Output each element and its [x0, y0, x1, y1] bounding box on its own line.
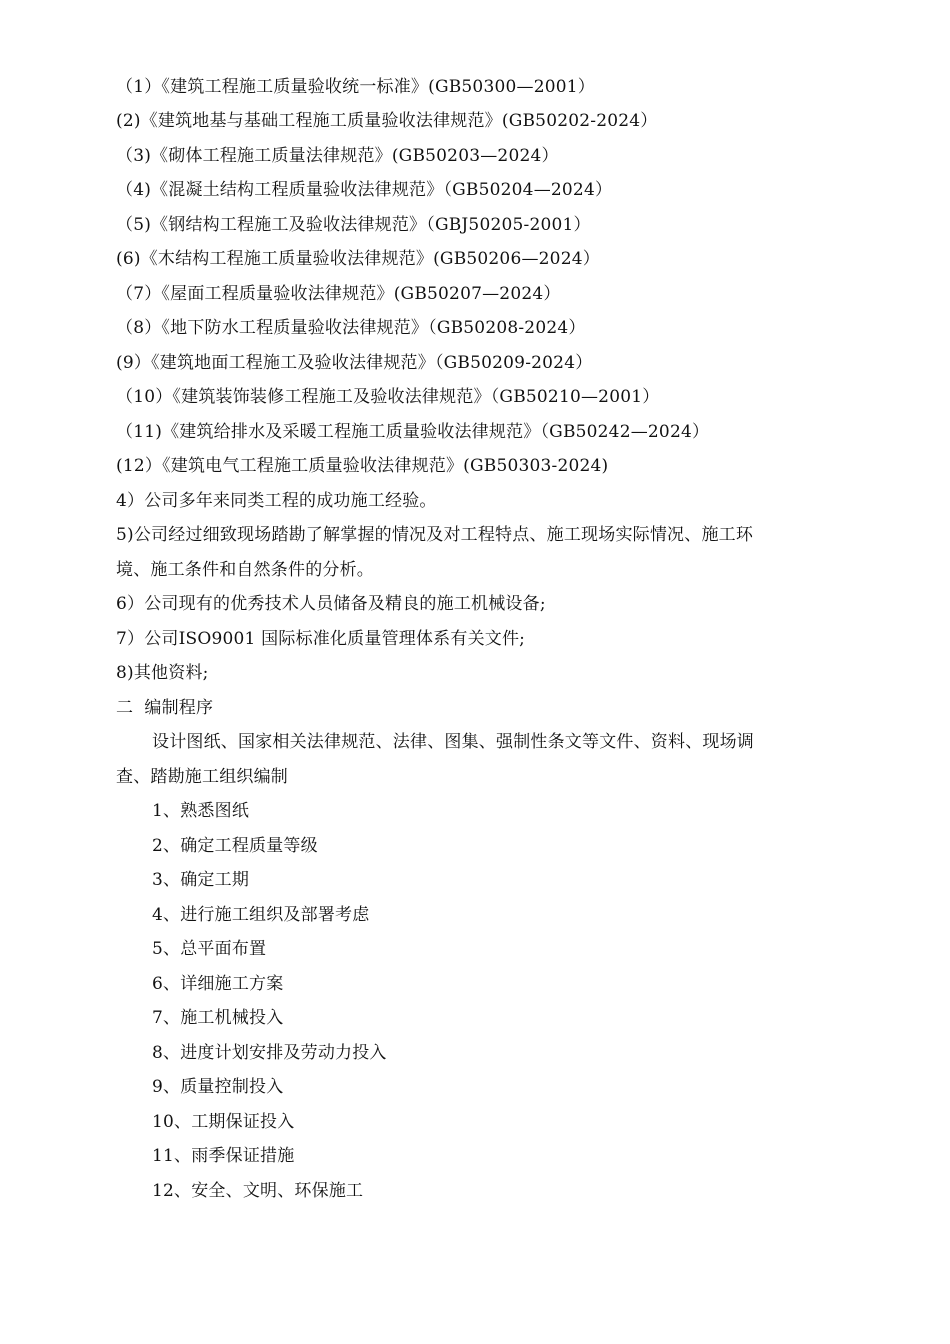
step-item-3: 3、确定工期 — [152, 870, 250, 890]
standard-item-3: （3)《砌体工程施工质量法律规范》(GB50203—2024） — [116, 146, 559, 166]
standard-item-5: （5)《钢结构工程施工及验收法律规范》（GBJ50205-2001） — [116, 215, 591, 235]
step-item-4: 4、进行施工组织及部署考虑 — [152, 905, 370, 925]
step-item-5: 5、总平面布置 — [152, 939, 267, 959]
step-item-9: 9、质量控制投入 — [152, 1077, 284, 1097]
section-intro-line-2: 查、踏勘施工组织编制 — [116, 767, 288, 787]
step-item-1: 1、熟悉图纸 — [152, 801, 250, 821]
step-item-10: 10、工期保证投入 — [152, 1112, 295, 1132]
standard-item-7: （7）《屋面工程质量验收法律规范》(GB50207—2024） — [116, 284, 561, 304]
step-item-7: 7、施工机械投入 — [152, 1008, 284, 1028]
basis-item-8: 8)其他资料; — [116, 663, 209, 683]
basis-item-4: 4）公司多年来同类工程的成功施工经验。 — [116, 491, 437, 511]
section-intro-line-1: 设计图纸、国家相关法律规范、法律、图集、强制性条文等文件、资料、现场调 — [152, 732, 754, 752]
basis-item-6: 6）公司现有的优秀技术人员储备及精良的施工机械设备; — [116, 594, 546, 614]
standard-item-1: （1）《建筑工程施工质量验收统一标准》(GB50300—2001） — [116, 77, 595, 97]
step-item-12: 12、安全、文明、环保施工 — [152, 1181, 364, 1201]
section-heading: 二 编制程序 — [116, 698, 214, 718]
standard-item-10: （10）《建筑装饰装修工程施工及验收法律规范》（GB50210—2001） — [116, 387, 660, 407]
basis-item-5-line-1: 5)公司经过细致现场踏勘了解掌握的情况及对工程特点、施工现场实际情况、施工环 — [116, 525, 754, 545]
basis-item-7: 7）公司ISO9001 国际标准化质量管理体系有关文件; — [116, 629, 526, 649]
standard-item-11: （11)《建筑给排水及采暖工程施工质量验收法律规范》（GB50242—2024） — [116, 422, 710, 442]
step-item-8: 8、进度计划安排及劳动力投入 — [152, 1043, 387, 1063]
step-item-6: 6、详细施工方案 — [152, 974, 284, 994]
basis-item-5-line-2: 境、施工条件和自然条件的分析。 — [116, 560, 374, 580]
step-item-11: 11、雨季保证措施 — [152, 1146, 295, 1166]
standard-item-6: (6)《木结构工程施工质量验收法律规范》(GB50206—2024） — [116, 249, 600, 269]
standard-item-9: (9）《建筑地面工程施工及验收法律规范》（GB50209-2024） — [116, 353, 593, 373]
step-item-2: 2、确定工程质量等级 — [152, 836, 318, 856]
standard-item-12: (12）《建筑电气工程施工质量验收法律规范》(GB50303-2024) — [116, 456, 609, 476]
standard-item-8: （8）《地下防水工程质量验收法律规范》（GB50208-2024） — [116, 318, 586, 338]
standard-item-2: (2)《建筑地基与基础工程施工质量验收法律规范》(GB50202-2024） — [116, 111, 658, 131]
standard-item-4: （4)《混凝土结构工程质量验收法律规范》（GB50204—2024） — [116, 180, 613, 200]
